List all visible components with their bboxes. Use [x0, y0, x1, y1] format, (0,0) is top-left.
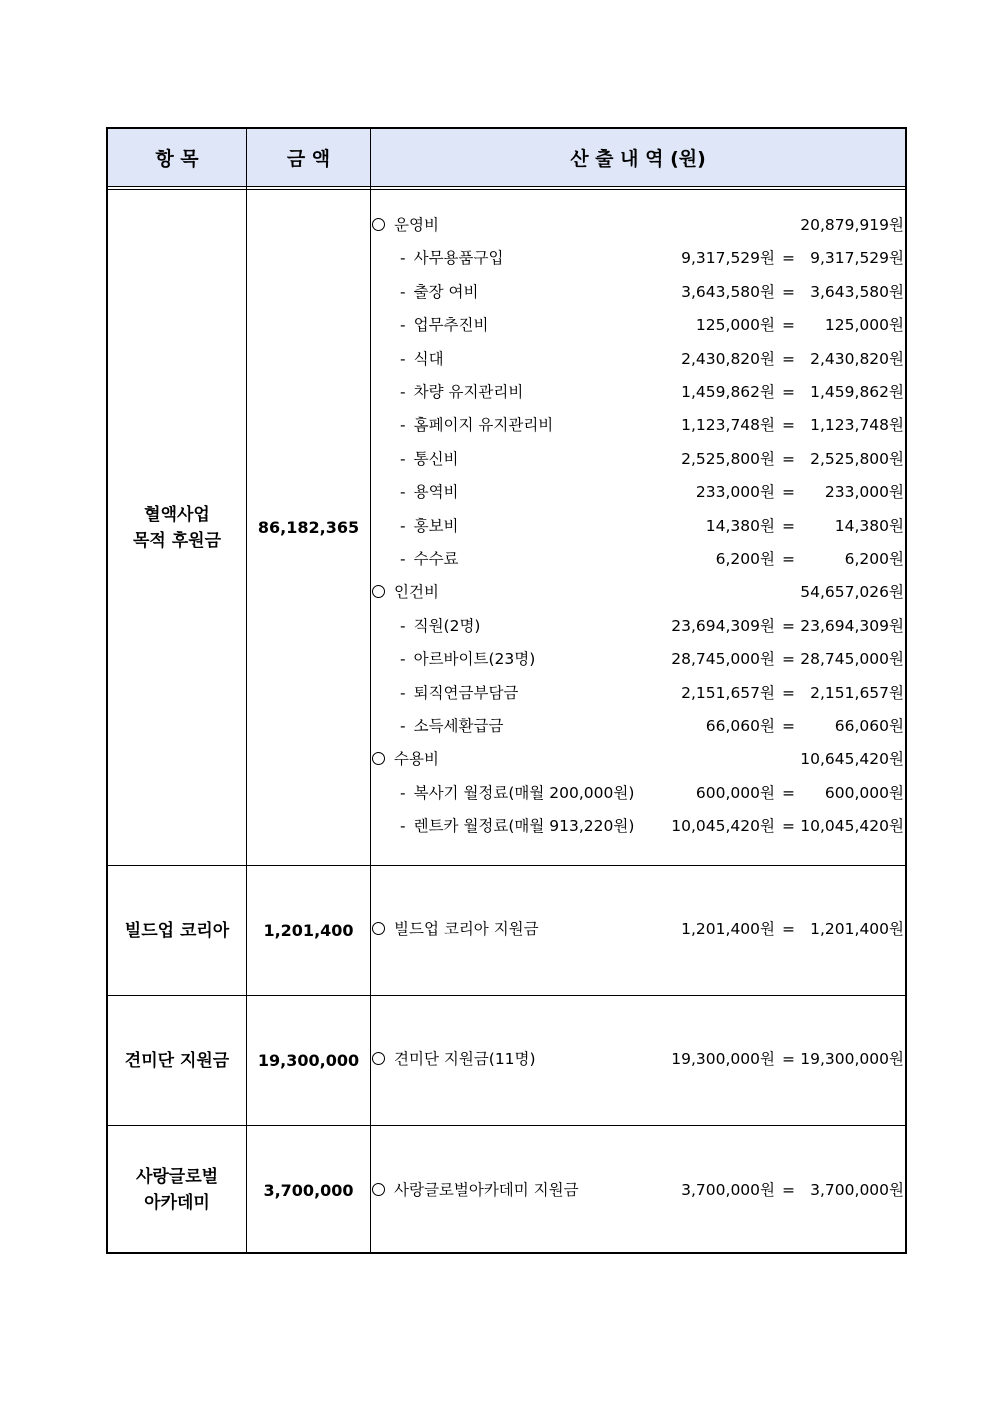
detail-label: [372, 212, 439, 238]
category-line: 빌드업 코리아: [124, 920, 230, 941]
circle-bullet-icon: [372, 1183, 385, 1196]
detail-label-text: 식대: [413, 349, 444, 368]
detail-total: 9,317,529원: [810, 249, 904, 268]
equals-sign: =: [782, 449, 795, 468]
detail-amount: 2,430,820원: [681, 349, 775, 368]
category-line: 견미단 지원금: [124, 1050, 230, 1071]
equals-sign: =: [782, 650, 795, 669]
detail-label-text: 렌트카 월정료(매월 913,220원): [413, 817, 635, 836]
detail-item-row: [372, 713, 906, 739]
dash-bullet-icon: -: [400, 449, 406, 468]
detail-total: 600,000원: [824, 783, 904, 802]
category-cell: [108, 1126, 246, 1254]
detail-label-text: 견미단 지원금(11명): [394, 1050, 536, 1068]
amount-cell: 3,700,000: [263, 1180, 354, 1200]
detail-label: [372, 916, 539, 942]
equals-sign: =: [782, 316, 795, 335]
equals-sign: =: [782, 416, 795, 435]
detail-amount: 1,123,748원: [681, 416, 775, 435]
category-line: 목적 후원금: [132, 530, 222, 551]
detail-total: 125,000원: [824, 316, 904, 335]
detail-amount: 9,317,529원: [681, 249, 775, 268]
detail-total: 54,657,026원: [800, 583, 904, 602]
detail-item-row: [372, 446, 906, 472]
detail-item-row: [372, 813, 906, 839]
detail-label-text: 차량 유지관리비: [413, 383, 524, 401]
detail-item-row: [372, 245, 906, 271]
detail-label: [400, 780, 634, 806]
detail-total: 233,000원: [824, 483, 904, 502]
detail-item-row: [372, 412, 906, 438]
equals-sign: =: [782, 282, 795, 301]
detail-label: [400, 513, 459, 539]
detail-label-text: 직원(2명): [413, 616, 481, 635]
detail-group-row: [372, 746, 906, 772]
circle-bullet-icon: [372, 218, 385, 231]
dash-bullet-icon: -: [400, 516, 406, 535]
detail-label-text: 소득세환급금: [413, 717, 504, 735]
detail-item-row: [372, 646, 906, 672]
detail-label: [372, 1046, 536, 1072]
detail-label: [400, 312, 488, 338]
detail-label-text: 아르바이트(23명): [413, 650, 536, 669]
detail-label-text: 사랑글로벌아카데미 지원금: [394, 1181, 579, 1199]
category-cell: [108, 190, 246, 865]
detail-amount: 14,380원: [705, 516, 775, 535]
equals-sign: =: [782, 616, 795, 635]
header-item: 항 목: [155, 148, 199, 170]
detail-amount: 66,060원: [705, 717, 775, 735]
detail-total: 1,459,862원: [810, 383, 904, 401]
amount-cell: 1,201,400: [263, 921, 354, 940]
detail-group-row: [372, 916, 906, 942]
detail-total: 1,201,400원: [810, 920, 904, 938]
detail-label: [400, 646, 535, 672]
equals-sign: =: [782, 550, 795, 568]
detail-label-text: 사무용품구입: [413, 249, 504, 268]
detail-label: [400, 613, 480, 639]
detail-total: 28,745,000원: [800, 650, 904, 669]
detail-label-text: 홍보비: [413, 516, 459, 535]
dash-bullet-icon: -: [400, 616, 406, 635]
amount-cell: 86,182,365: [257, 518, 360, 537]
category-cell: [108, 996, 246, 1125]
detail-label: [372, 746, 439, 772]
detail-label-text: 빌드업 코리아 지원금: [394, 920, 539, 938]
detail-item-row: [372, 379, 906, 405]
equals-sign: =: [782, 383, 795, 401]
detail-label: [400, 546, 459, 572]
equals-sign: =: [782, 920, 795, 938]
category-cell: [108, 866, 246, 995]
equals-sign: =: [782, 1050, 795, 1068]
detail-total: 19,300,000원: [800, 1050, 904, 1068]
detail-item-row: [372, 279, 906, 305]
detail-item-row: [372, 680, 906, 706]
detail-label: [400, 379, 523, 405]
detail-label-text: 용역비: [413, 483, 459, 502]
dash-bullet-icon: -: [400, 817, 406, 836]
column-divider: [370, 129, 371, 1252]
detail-label-text: 수용비: [394, 750, 439, 769]
detail-group-row: [372, 1177, 906, 1203]
detail-label: [400, 446, 459, 472]
detail-label: [400, 680, 518, 706]
circle-bullet-icon: [372, 1052, 385, 1065]
detail-group-row: [372, 1046, 906, 1072]
circle-bullet-icon: [372, 922, 385, 935]
detail-amount: 600,000원: [695, 783, 775, 802]
dash-bullet-icon: -: [400, 282, 406, 301]
detail-label-text: 복사기 월정료(매월 200,000원): [413, 783, 635, 802]
detail-total: 2,430,820원: [810, 349, 904, 368]
detail-label-text: 출장 여비: [413, 282, 479, 301]
category-line: 혈액사업: [144, 504, 210, 525]
detail-item-row: [372, 546, 906, 572]
detail-total: 2,525,800원: [810, 449, 904, 468]
detail-label-text: 인건비: [394, 583, 439, 602]
dash-bullet-icon: -: [400, 416, 406, 435]
detail-item-row: [372, 780, 906, 806]
detail-group-row: [372, 212, 906, 238]
detail-amount: 1,201,400원: [681, 920, 775, 938]
equals-sign: =: [782, 516, 795, 535]
detail-label: [400, 713, 503, 739]
detail-total: 23,694,309원: [800, 616, 904, 635]
equals-sign: =: [782, 683, 795, 702]
detail-label-text: 업무추진비: [413, 316, 489, 335]
dash-bullet-icon: -: [400, 683, 406, 702]
detail-amount: 10,045,420원: [671, 817, 775, 836]
detail-total: 20,879,919원: [800, 216, 904, 234]
detail-label: [400, 412, 553, 438]
header-divider: [108, 186, 905, 187]
detail-item-row: [372, 479, 906, 505]
equals-sign: =: [782, 483, 795, 502]
dash-bullet-icon: -: [400, 717, 406, 735]
amount-cell: 19,300,000: [257, 1051, 360, 1070]
detail-label-text: 통신비: [413, 449, 459, 468]
detail-total: 6,200원: [844, 550, 904, 568]
detail-amount: 3,700,000원: [681, 1181, 775, 1199]
detail-label-text: 홈페이지 유지관리비: [413, 416, 554, 435]
detail-amount: 6,200원: [715, 550, 775, 568]
equals-sign: =: [782, 1181, 795, 1199]
dash-bullet-icon: -: [400, 783, 406, 802]
dash-bullet-icon: -: [400, 650, 406, 669]
detail-item-row: [372, 613, 906, 639]
category-line: 아카데미: [144, 1193, 210, 1213]
detail-amount: 125,000원: [695, 316, 775, 335]
category-line: 사랑글로벌: [135, 1167, 219, 1187]
budget-table: [106, 127, 907, 1254]
dash-bullet-icon: -: [400, 316, 406, 335]
dash-bullet-icon: -: [400, 249, 406, 268]
detail-label: [400, 479, 459, 505]
equals-sign: =: [782, 349, 795, 368]
header-amount: 금 액: [286, 148, 331, 170]
detail-total: 2,151,657원: [810, 683, 904, 702]
detail-amount: 19,300,000원: [671, 1050, 775, 1068]
detail-item-row: [372, 513, 906, 539]
detail-label: [372, 579, 439, 605]
detail-total: 14,380원: [834, 516, 904, 535]
equals-sign: =: [782, 817, 795, 836]
dash-bullet-icon: -: [400, 550, 406, 568]
equals-sign: =: [782, 717, 795, 735]
detail-label-text: 수수료: [413, 550, 459, 568]
circle-bullet-icon: [372, 585, 385, 598]
detail-label: [372, 1177, 579, 1203]
circle-bullet-icon: [372, 752, 385, 765]
dash-bullet-icon: -: [400, 483, 406, 502]
equals-sign: =: [782, 249, 795, 268]
table-header: [108, 129, 905, 186]
detail-item-row: [372, 346, 906, 372]
detail-label: [400, 813, 634, 839]
detail-total: 1,123,748원: [810, 416, 904, 435]
detail-total: 66,060원: [834, 717, 904, 735]
detail-total: 3,643,580원: [810, 282, 904, 301]
detail-group-row: [372, 579, 906, 605]
detail-amount: 2,525,800원: [681, 449, 775, 468]
detail-amount: 23,694,309원: [671, 616, 775, 635]
detail-amount: 233,000원: [695, 483, 775, 502]
detail-total: 10,045,420원: [800, 817, 904, 836]
detail-label: [400, 245, 503, 271]
equals-sign: =: [782, 783, 795, 802]
detail-item-row: [372, 312, 906, 338]
detail-label: [400, 346, 444, 372]
header-detail: 산 출 내 역 (원): [570, 148, 706, 170]
dash-bullet-icon: -: [400, 383, 406, 401]
detail-label-text: 운영비: [394, 216, 439, 234]
detail-amount: 28,745,000원: [671, 650, 775, 669]
detail-total: 10,645,420원: [800, 750, 904, 769]
detail-label-text: 퇴직연금부담금: [413, 683, 519, 702]
dash-bullet-icon: -: [400, 349, 406, 368]
detail-amount: 2,151,657원: [681, 683, 775, 702]
detail-amount: 1,459,862원: [681, 383, 775, 401]
detail-label: [400, 279, 478, 305]
detail-amount: 3,643,580원: [681, 282, 775, 301]
detail-total: 3,700,000원: [810, 1181, 904, 1199]
